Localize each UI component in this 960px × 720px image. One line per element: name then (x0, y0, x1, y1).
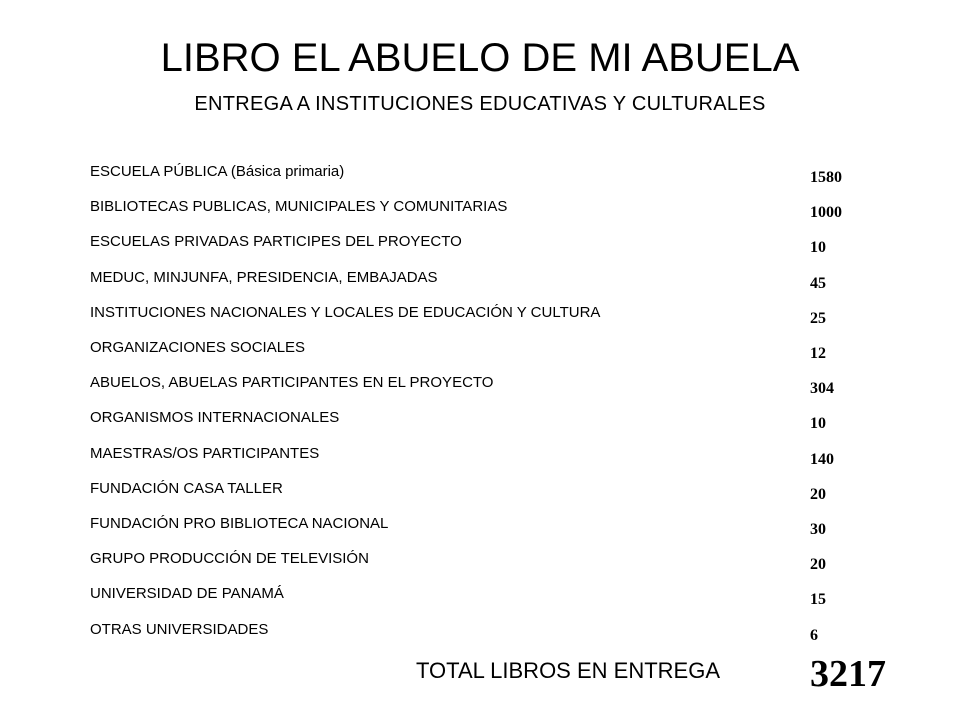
total-label: TOTAL LIBROS EN ENTREGA (416, 658, 720, 683)
recipient-label: MEDUC, MINJUNFA, PRESIDENCIA, EMBAJADAS (90, 268, 438, 286)
quantity-value: 30 (810, 521, 826, 538)
recipient-label: BIBLIOTECAS PUBLICAS, MUNICIPALES Y COMUNITARIAS (90, 198, 508, 216)
page-title: LIBRO EL ABUELO DE MI ABUELA (160, 36, 800, 80)
recipient-label: ESCUELA PÚBLICA (Básica primaria) (90, 163, 345, 180)
list-item (0, 514, 960, 550)
quantity-value: 10 (810, 239, 826, 257)
list-item (0, 197, 960, 233)
list-item (0, 303, 960, 339)
recipient-label: FUNDACIÓN PRO BIBLIOTECA NACIONAL (90, 515, 389, 532)
quantity-value: 20 (810, 485, 826, 503)
total-value: 3217 (810, 653, 886, 695)
list-item (0, 584, 960, 620)
page-subtitle: ENTREGA A INSTITUCIONES EDUCATIVAS Y CULTURALES (194, 93, 766, 115)
list-item (0, 162, 960, 198)
quantity-value: 15 (810, 591, 826, 609)
list-item (0, 620, 960, 656)
quantity-value: 140 (810, 450, 834, 468)
recipient-label: MAESTRAS/OS PARTICIPANTES (90, 444, 320, 462)
recipient-label: INSTITUCIONES NACIONALES Y LOCALES DE EDUCACIÓN Y CULTURA (90, 303, 601, 321)
recipient-label: ESCUELAS PRIVADAS PARTICIPES DEL PROYECTO (90, 233, 462, 251)
quantity-value: 10 (810, 415, 826, 433)
recipient-label: GRUPO PRODUCCIÓN DE TELEVISIÓN (90, 550, 369, 568)
recipient-label: ABUELOS, ABUELAS PARTICIPANTES EN EL PROYECTO (90, 374, 494, 392)
list-item (0, 232, 960, 268)
recipient-label: OTRAS UNIVERSIDADES (90, 620, 269, 638)
quantity-value: 1580 (810, 169, 842, 186)
list-item (0, 444, 960, 480)
list-item (0, 479, 960, 515)
quantity-value: 304 (810, 380, 834, 398)
quantity-value: 25 (810, 309, 826, 327)
quantity-value: 6 (810, 626, 818, 644)
recipient-label: UNIVERSIDAD DE PANAMÁ (90, 585, 284, 603)
list-item (0, 268, 960, 304)
list-item (0, 373, 960, 409)
recipient-label: FUNDACIÓN CASA TALLER (90, 479, 283, 497)
list-item (0, 549, 960, 585)
quantity-value: 1000 (810, 204, 842, 222)
list-item (0, 408, 960, 444)
recipient-label: ORGANIZACIONES SOCIALES (90, 339, 306, 356)
recipient-label: ORGANISMOS INTERNACIONALES (90, 409, 340, 427)
quantity-value: 20 (810, 556, 826, 574)
quantity-value: 45 (810, 274, 826, 292)
list-item (0, 338, 960, 374)
quantity-value: 12 (810, 345, 826, 362)
